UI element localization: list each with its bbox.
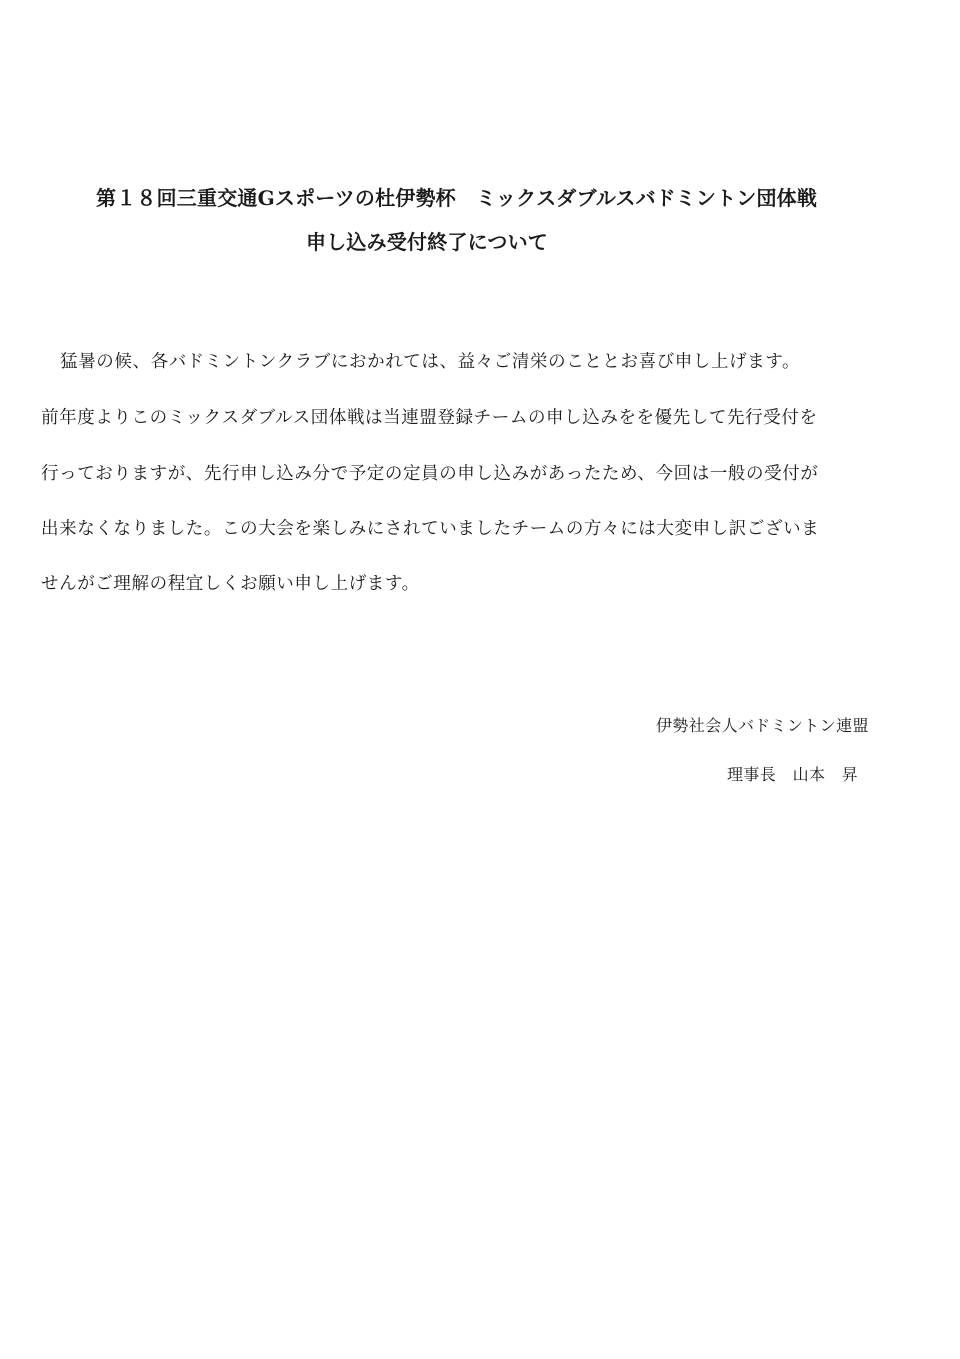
body-line-3: 行っておりますが、先行申し込み分で予定の定員の申し込みがあったため、今回は一般の受付が xyxy=(41,464,819,484)
body-line-2: 前年度よりこのミックスダブルス団体戦は当連盟登録チームの申し込みをを優先して先行受付を xyxy=(41,408,818,428)
signature-organization: 伊勢社会人バドミントン連盟 xyxy=(656,716,869,735)
body-line-4: 出来なくなりました。この大会を楽しみにされていましたチームの方々には大変申し訳ございま xyxy=(41,519,820,539)
body-line-1: 猛暑の候、各バドミントンクラブにおかれては、益々ご清栄のこととお喜び申し上げます。 xyxy=(42,352,801,372)
signature-chairman: 理事長 山本 昇 xyxy=(727,765,859,784)
document-title-line-2: 申し込み受付終了について xyxy=(306,230,548,254)
body-line-5: せんがご理解の程宜しくお願い申し上げます。 xyxy=(41,574,420,594)
document-title-line-1: 第１８回三重交通Gスポーツの杜伊勢杯 ミックスダブルスバドミントン団体戦 xyxy=(96,186,818,210)
